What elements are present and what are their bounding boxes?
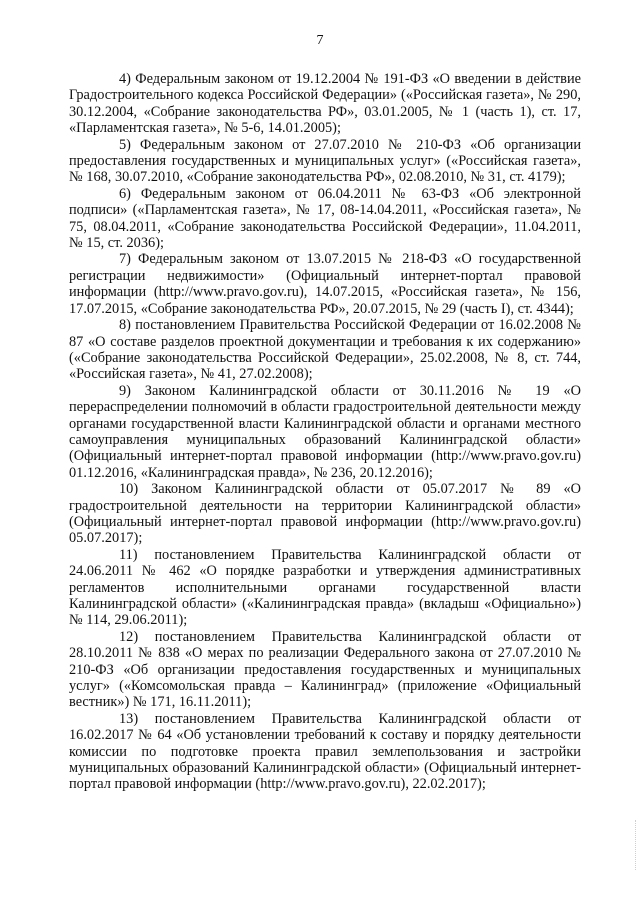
list-item-9: 9) Законом Калининградской области от 30.11.2016 № 19 «О перераспределении полномочий в области градостроительной деятельности между органами государственной власти Калининградской области и органами местного самоуправления муниципальных образований Калининградской области» (Официальный интернет-портал правовой информации (http://www.pravo.gov.ru) 01.12.2016, «Калининградская правда», № 236, 20.12.2016); xyxy=(69,382,581,481)
list-item-13: 13) постановлением Правительства Калининградской области от 16.02.2017 № 64 «Об установлении требований к составу и порядку деятельности комиссии по подготовке проекта правил землепользования и застройки муниципальных образований Калининградской области» (Официальный интернет-портал правовой информации (http://www.pravo.gov.ru), 22.02.2017); xyxy=(69,710,581,793)
document-body xyxy=(69,71,581,793)
list-item-8: 8) постановлением Правительства Российской Федерации от 16.02.2008 № 87 «О составе разделов проектной документации и требования к их содержанию» («Собрание законодательства Российской Федерации», 25.02.2008, № 8, ст. 744, «Российская газета», № 41, 27.02.2008); xyxy=(69,317,581,383)
scan-edge-mark xyxy=(635,820,638,870)
list-item-6: 6) Федеральным законом от 06.04.2011 № 63-ФЗ «Об электронной подписи» («Парламентская газета», № 17, 08-14.04.2011, «Российская газета», № 75, 08.04.2011, «Собрание законодательства Российской Федерации», 11.04.2011, № 15, ст. 2036); xyxy=(69,185,581,252)
list-item-7: 7) Федеральным законом от 13.07.2015 № 218-ФЗ «О государственной регистрации недвижимости» (Официальный интернет-портал правовой информации (http://www.pravo.gov.ru), 14.07.2015, «Российская газета», № 156, 17.07.2015, «Собрание законодательства РФ», 20.07.2015, № 29 (часть I), ст. 4344); xyxy=(69,251,581,317)
list-item-10: 10) Законом Калининградской области от 05.07.2017 № 89 «О градостроительной деятельности на территории Калининградской области» (Официальный интернет-портал правовой информации (http://www.pravo.gov.ru) 05.07.2017); xyxy=(69,481,581,547)
list-item-4: 4) Федеральным законом от 19.12.2004 № 191-ФЗ «О введении в действие Градостроительного кодекса Российской Федерации» («Российская газета», № 290, 30.12.2004, «Собрание законодательства РФ», 03.01.2005, № 1 (часть 1), ст. 17, «Парламентская газета», № 5-6, 14.01.2005); xyxy=(69,71,581,137)
list-item-12: 12) постановлением Правительства Калининградской области от 28.10.2011 № 838 «О мерах по реализации Федерального закона от 27.07.2010 № 210-ФЗ «Об организации предоставления государственных и муниципальных услуг» («Комсомольская правда – Калининград» (приложение «Официальный вестник») № 171, 16.11.2011); xyxy=(69,628,581,711)
page-number: 7 xyxy=(316,33,324,48)
list-item-11: 11) постановлением Правительства Калининградской области от 24.06.2011 № 462 «О порядке разработки и утверждения административных регламентов исполнительными органами государственной власти Калининградской области» («Калининградская правда» (вкладыш «Официально») № 114, 29.06.2011); xyxy=(69,546,581,629)
list-item-5: 5) Федеральным законом от 27.07.2010 № 210-ФЗ «Об организации предоставления государственных и муниципальных услуг» («Российская газета», № 168, 30.07.2010, «Собрание законодательства РФ», 02.08.2010, № 31, ст. 4179); xyxy=(69,136,581,186)
